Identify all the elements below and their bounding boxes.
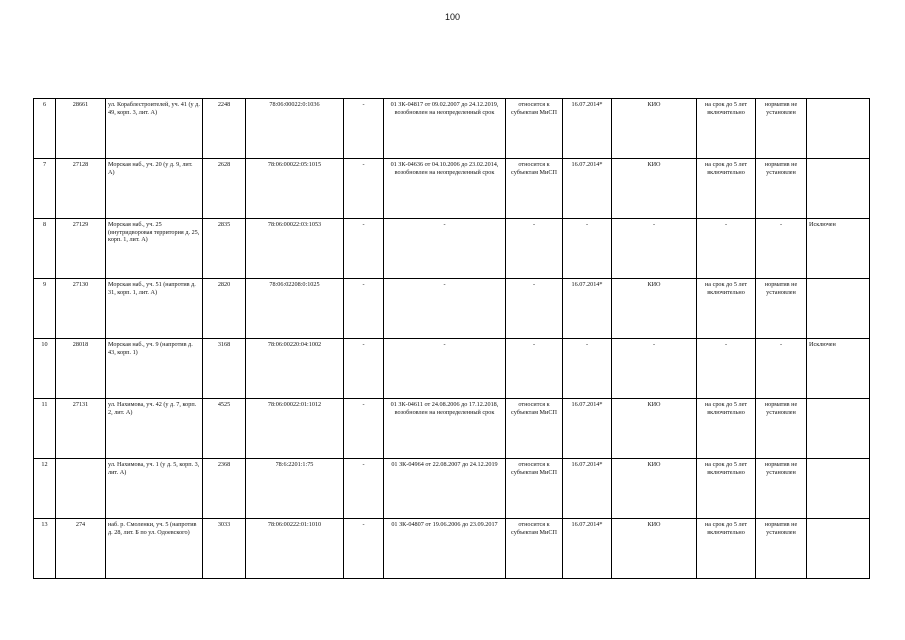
cell-row-number: 6 [34,99,56,159]
cell-cadastral-number: 78:06:00022:01:1012 [246,399,344,459]
cell-date: - [563,339,612,399]
cell-smsp-status: относится к субъектам МиСП [506,399,563,459]
cell-authority: КИО [612,99,697,159]
cell-lease-info: 01 ЗК-04636 от 04.10.2006 до 23.02.2014, возобновлен на неопределенный срок [384,159,506,219]
table-row [34,339,870,399]
cell-term: на срок до 5 лет включительно [697,159,756,219]
cell-row-number: 12 [34,459,56,519]
table-row [34,399,870,459]
cell-row-number: 13 [34,519,56,579]
cell-smsp-status: - [506,219,563,279]
cell-address: ул. Нахимова, уч. 1 (у д. 5, корп. 3, лит. А) [106,459,203,519]
cell-date: 16.07.2014* [563,279,612,339]
cell-authority: - [612,219,697,279]
cell-authority: КИО [612,279,697,339]
cell-lease-info: 01 ЗК-04611 от 24.08.2006 до 17.12.2018, возобновлен на неопределенный срок [384,399,506,459]
cell-area: 3168 [203,339,246,399]
cell-lease-info: 01 ЗК-04964 от 22.08.2007 до 24.12.2019 [384,459,506,519]
cell-authority: КИО [612,159,697,219]
table-row [34,279,870,339]
cell-row-number: 9 [34,279,56,339]
cell-object-id: 274 [56,519,106,579]
cell-area: 4525 [203,399,246,459]
cell-note: Исключен [807,339,870,399]
cell-smsp-status: относится к субъектам МиСП [506,459,563,519]
cell-object-id: 28018 [56,339,106,399]
cell-note: Исключен [807,219,870,279]
table-row [34,219,870,279]
cell-area: 2368 [203,459,246,519]
cell-object-id: 27131 [56,399,106,459]
cell-smsp-status: относится к субъектам МиСП [506,159,563,219]
cell-note [807,99,870,159]
cell-area: 3033 [203,519,246,579]
cell-extra: - [344,339,384,399]
cell-lease-info: 01 ЗК-04807 от 19.06.2006 до 23.09.2017 [384,519,506,579]
cell-object-id: 28661 [56,99,106,159]
cell-lease-info: - [384,279,506,339]
cell-area: 2835 [203,219,246,279]
cell-address: наб. р. Смоленки, уч. 5 (напротив д. 28, лит. Б по ул. Одоевского) [106,519,203,579]
table-row [34,519,870,579]
cell-norm: норматив не установлен [756,399,807,459]
table-row [34,99,870,159]
cell-note [807,459,870,519]
cell-note [807,279,870,339]
cell-norm: норматив не установлен [756,519,807,579]
cell-object-id: 27129 [56,219,106,279]
table-row [34,459,870,519]
cell-area: 2628 [203,159,246,219]
cell-smsp-status: относится к субъектам МиСП [506,99,563,159]
cell-extra: - [344,99,384,159]
cell-area: 2248 [203,99,246,159]
cell-term: на срок до 5 лет включительно [697,519,756,579]
cell-address: Морская наб., уч. 9 (напротив д. 43, корп. 1) [106,339,203,399]
cell-address: ул. Нахимова, уч. 42 (у д. 7, корп. 2, лит. А) [106,399,203,459]
cell-date: 16.07.2014* [563,159,612,219]
cell-cadastral-number: 78:6:2201:1:75 [246,459,344,519]
cell-cadastral-number: 78:06:00222:01:1010 [246,519,344,579]
cell-authority: КИО [612,519,697,579]
registry-table [33,98,870,579]
cell-row-number: 8 [34,219,56,279]
cell-extra: - [344,219,384,279]
cell-address: Морская наб., уч. 25 (внутридворовая территория д. 25, корп. 1, лит. А) [106,219,203,279]
cell-cadastral-number: 78:06:00022:03:1053 [246,219,344,279]
cell-address: Морская наб., уч. 51 (напротив д. 31, корп. 1, лит. А) [106,279,203,339]
cell-term: на срок до 5 лет включительно [697,279,756,339]
cell-norm: - [756,219,807,279]
cell-lease-info: - [384,219,506,279]
cell-extra: - [344,459,384,519]
cell-lease-info: 01 ЗК-04817 от 09.02.2007 до 24.12.2019, возобновлен на неопределенный срок [384,99,506,159]
cell-term: на срок до 5 лет включительно [697,99,756,159]
cell-norm: норматив не установлен [756,459,807,519]
cell-cadastral-number: 78:06:00220:04:1002 [246,339,344,399]
cell-smsp-status: относится к субъектам МиСП [506,519,563,579]
cell-term: на срок до 5 лет включительно [697,459,756,519]
cell-norm: - [756,339,807,399]
cell-extra: - [344,519,384,579]
cell-date: 16.07.2014* [563,519,612,579]
cell-object-id: 27130 [56,279,106,339]
cell-norm: норматив не установлен [756,279,807,339]
page-number: 100 [444,12,461,22]
cell-term: - [697,219,756,279]
cell-note [807,159,870,219]
cell-smsp-status: - [506,279,563,339]
cell-row-number: 10 [34,339,56,399]
cell-date: 16.07.2014* [563,99,612,159]
cell-row-number: 7 [34,159,56,219]
cell-address: ул. Кораблестроителей, уч. 41 (у д. 49, корп. 3, лит. А) [106,99,203,159]
cell-term: - [697,339,756,399]
table-row [34,159,870,219]
registry-body [34,99,870,579]
cell-extra: - [344,399,384,459]
cell-cadastral-number: 78:06:00022:05:1015 [246,159,344,219]
cell-date: 16.07.2014* [563,459,612,519]
cell-date: 16.07.2014* [563,399,612,459]
cell-area: 2820 [203,279,246,339]
cell-cadastral-number: 78:06:02208:0:1025 [246,279,344,339]
cell-object-id: 27128 [56,159,106,219]
cell-note [807,399,870,459]
cell-cadastral-number: 78:06:00022:0:1036 [246,99,344,159]
cell-object-id [56,459,106,519]
cell-authority: - [612,339,697,399]
cell-smsp-status: - [506,339,563,399]
cell-term: на срок до 5 лет включительно [697,399,756,459]
cell-extra: - [344,159,384,219]
cell-row-number: 11 [34,399,56,459]
cell-norm: норматив не установлен [756,159,807,219]
cell-lease-info: - [384,339,506,399]
cell-authority: КИО [612,459,697,519]
cell-address: Морская наб., уч. 20 (у д. 9, лит. А) [106,159,203,219]
cell-norm: норматив не установлен [756,99,807,159]
cell-date: - [563,219,612,279]
cell-note [807,519,870,579]
cell-extra: - [344,279,384,339]
cell-authority: КИО [612,399,697,459]
